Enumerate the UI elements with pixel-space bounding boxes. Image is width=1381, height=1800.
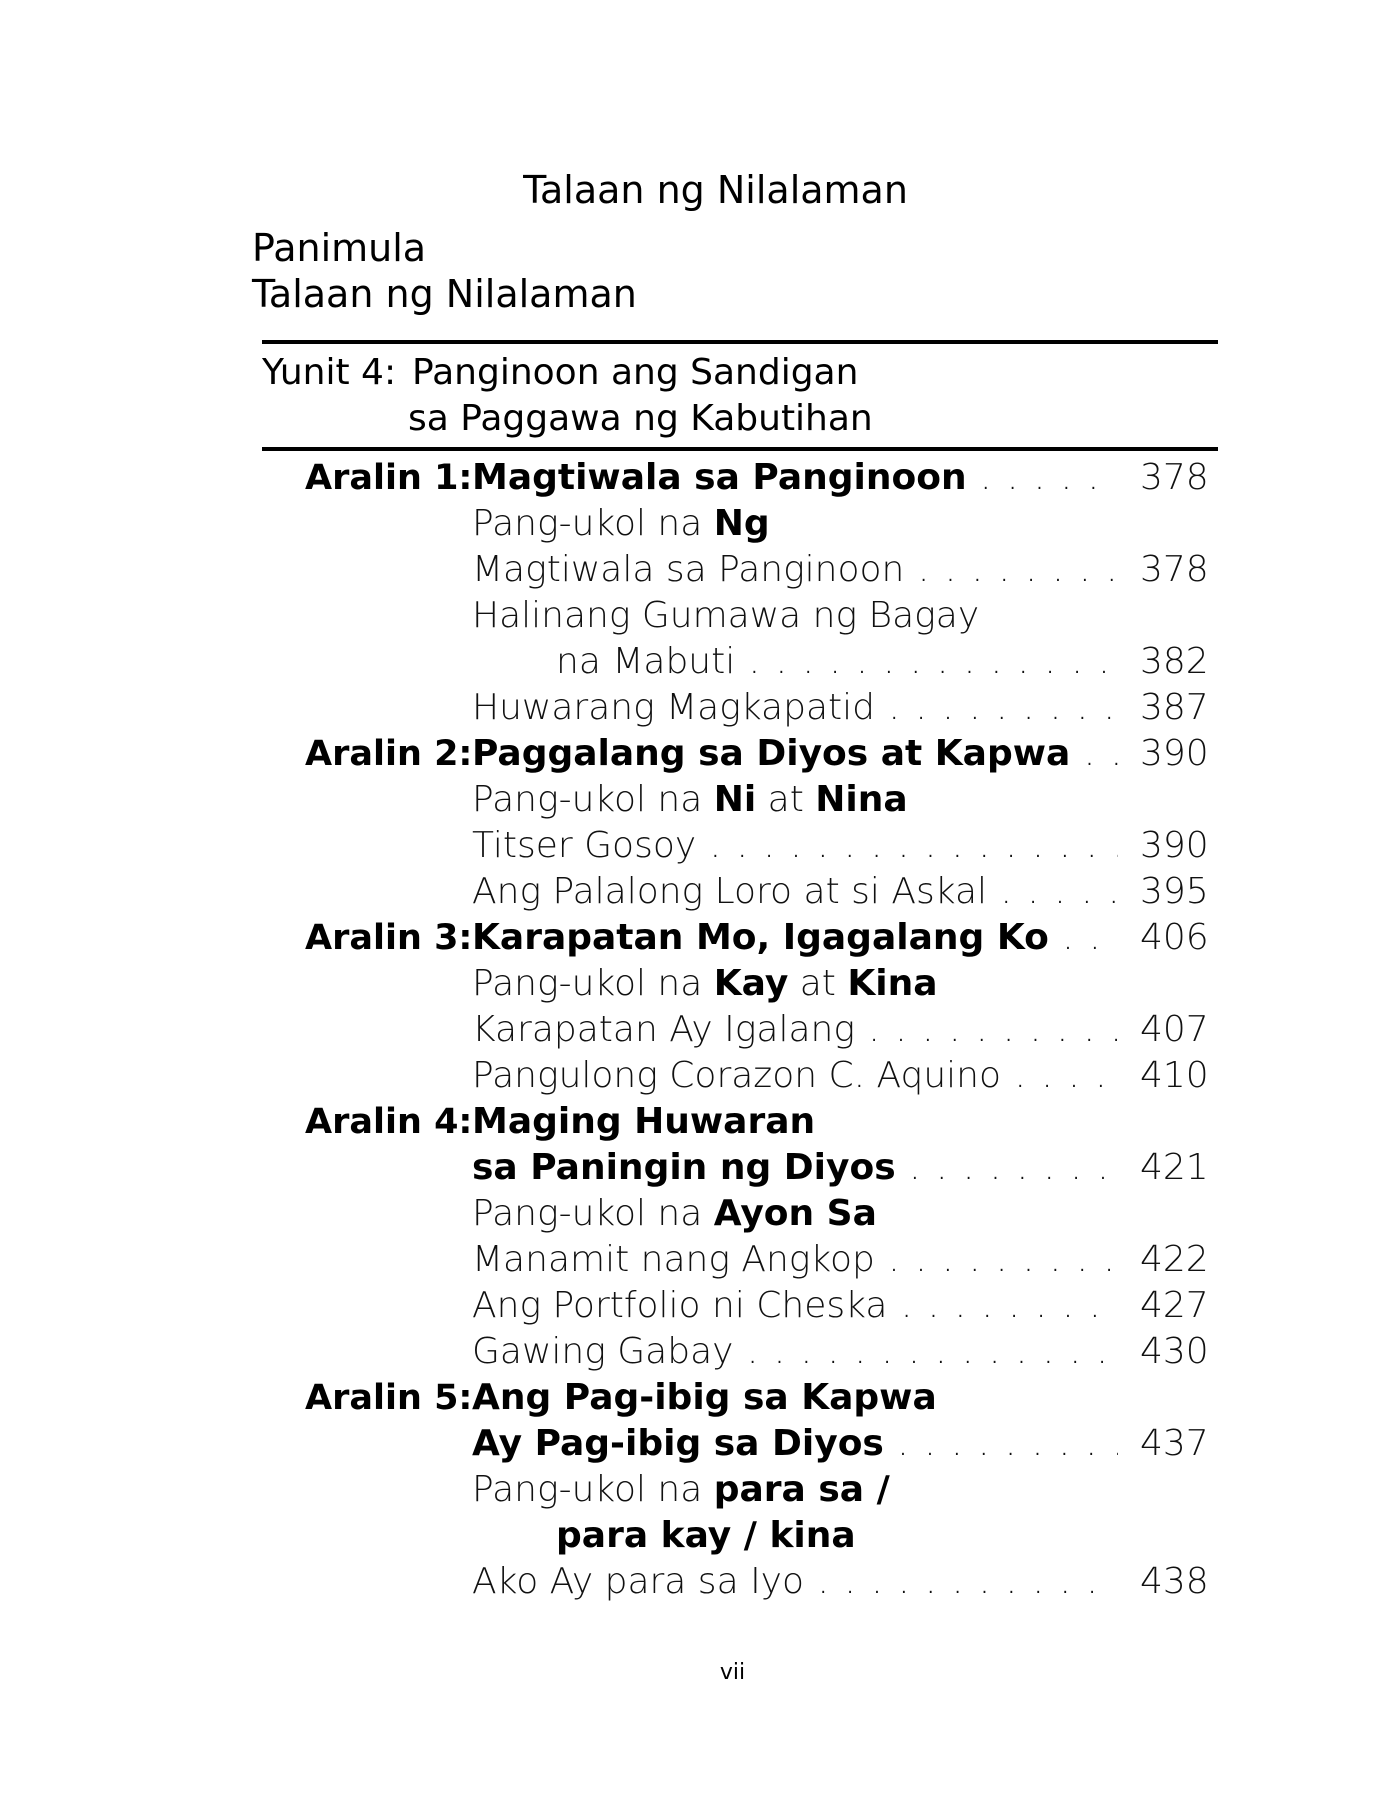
entry-text: Huwarang Magkapatid [472,687,875,728]
unit-heading [262,350,873,442]
page-ref: 390 [1140,733,1209,774]
unit-title-line2: sa Paggawa ng Kabutihan [408,398,873,439]
entry-text: Karapatan Ay Igalang [472,1009,855,1050]
entry-text: Gawing Gabay [472,1331,734,1372]
entry-text-bold: sa Paningin ng Diyos [472,1147,896,1188]
entry-text-bold: Kina [847,963,938,1004]
toc-row [0,1007,1381,1053]
toc-row [0,501,1381,547]
page-ref: 406 [1140,917,1209,958]
toc-row [0,1329,1381,1375]
entry-title [472,1421,1118,1467]
page-number: vii [719,1660,746,1685]
entry-text: Pangulong Corazon C. Aquino [472,1055,1002,1096]
page-ref: 378 [1140,549,1209,590]
page-ref: 437 [1140,1423,1209,1464]
entry-text-bold: Maging Huwaran [472,1101,816,1142]
entry-title [472,593,1118,639]
toc-row [0,961,1381,1007]
toc-row [0,915,1381,961]
entry-text: Pang-ukol na [472,963,714,1004]
page-ref: 390 [1140,825,1209,866]
entry-title [472,685,1118,731]
entry-title [472,1053,1118,1099]
entry-text: Ang Portfolio ni Cheska [472,1285,888,1326]
page-ref: 430 [1140,1331,1209,1372]
toc-row [0,639,1381,685]
entry-title [472,1329,1118,1375]
entry-text: at [756,779,816,820]
toc-row [0,1421,1381,1467]
toc-row [0,547,1381,593]
entry-title [472,777,1118,823]
entry-text-bold: Ni [713,779,757,820]
front-matter-panimula: Panimula [252,226,427,270]
entry-text: at [788,963,848,1004]
toc-row [0,455,1381,501]
entry-text-bold: para kay / kina [556,1515,856,1556]
entry-text-bold: Ay Pag-ibig sa Diyos [472,1423,884,1464]
toc-row [0,1375,1381,1421]
lesson-label: Aralin 1: [305,458,473,498]
lesson-label: Aralin 3: [305,918,473,958]
toc-row [0,1467,1381,1513]
entry-title [472,547,1118,593]
lesson-label: Aralin 2: [305,734,473,774]
toc-row [0,731,1381,777]
page-ref: 410 [1140,1055,1209,1096]
entry-text: Ang Palalong Loro at si Askal [472,871,988,912]
entry-text-bold: Ng [713,503,770,544]
page-ref: 438 [1140,1561,1209,1602]
entry-text: Titser Gosoy [472,825,697,866]
entry-text: Halinang Gumawa ng Bagay [472,595,980,636]
entry-text-bold: Kay [713,963,789,1004]
entry-text: Manamit nang Angkop [472,1239,875,1280]
toc-row [0,1191,1381,1237]
page-ref: 378 [1140,457,1209,498]
toc-row [0,1513,1381,1559]
entry-title [472,1145,1118,1191]
entry-text: Pang-ukol na [472,1193,714,1234]
entry-text-bold: Paggalang sa Diyos at Kapwa [472,733,1071,774]
lesson-label: Aralin 4: [305,1102,473,1142]
entry-text: na Mabuti [556,641,736,682]
page-ref: 422 [1140,1239,1209,1280]
entry-text: Pang-ukol na [472,779,714,820]
entry-title [472,1191,1118,1237]
entry-title [472,731,1118,777]
toc-row [0,593,1381,639]
entry-title [472,501,1118,547]
page-ref: 421 [1140,1147,1209,1188]
lesson-label: Aralin 5: [305,1378,473,1418]
entry-title [472,1467,1118,1513]
toc-row [0,823,1381,869]
entry-text: Ako Ay para sa Iyo [472,1561,805,1602]
entry-title [472,869,1118,915]
toc-row [0,1145,1381,1191]
page-ref: 427 [1140,1285,1209,1326]
page-ref: 387 [1140,687,1209,728]
toc-row [0,1099,1381,1145]
toc-row [0,777,1381,823]
toc-row [0,1559,1381,1605]
entry-title [472,961,1118,1007]
entry-title [472,1283,1118,1329]
page-title: Talaan ng Nilalaman [523,168,908,212]
toc-row [0,685,1381,731]
entry-text: Pang-ukol na [472,1469,714,1510]
unit-label: Yunit 4: [262,352,397,393]
toc-row [0,1283,1381,1329]
unit-title-line1: Panginoon ang Sandigan [412,352,859,393]
page-ref: 407 [1140,1009,1209,1050]
entry-text-bold: Magtiwala sa Panginoon [472,457,967,498]
toc-row [0,1053,1381,1099]
entry-title [472,823,1118,869]
entry-text-bold: Nina [815,779,908,820]
entry-text: Magtiwala sa Panginoon [472,549,905,590]
entry-title [472,1237,1118,1283]
entry-text: Pang-ukol na [472,503,714,544]
entry-title [472,455,1118,501]
toc-row [0,1237,1381,1283]
toc-row [0,869,1381,915]
entry-title [556,1513,1118,1559]
entry-text-bold: para sa / [713,1469,890,1510]
entry-title [472,915,1118,961]
entry-text-bold: Ang Pag-ibig sa Kapwa [472,1377,937,1418]
divider-bottom [262,447,1218,451]
front-matter-talaan: Talaan ng Nilalaman [252,272,637,316]
entry-title [556,639,1118,685]
entry-title [472,1099,1118,1145]
entry-title [472,1007,1118,1053]
divider-top [262,340,1218,344]
page-ref: 382 [1140,641,1209,682]
page-ref: 395 [1140,871,1209,912]
entry-text-bold: Karapatan Mo, Igagalang Ko [472,917,1049,958]
entry-title [472,1375,1118,1421]
entry-title [472,1559,1118,1605]
entry-text-bold: Ayon Sa [713,1193,877,1234]
table-of-contents [0,455,1381,1605]
